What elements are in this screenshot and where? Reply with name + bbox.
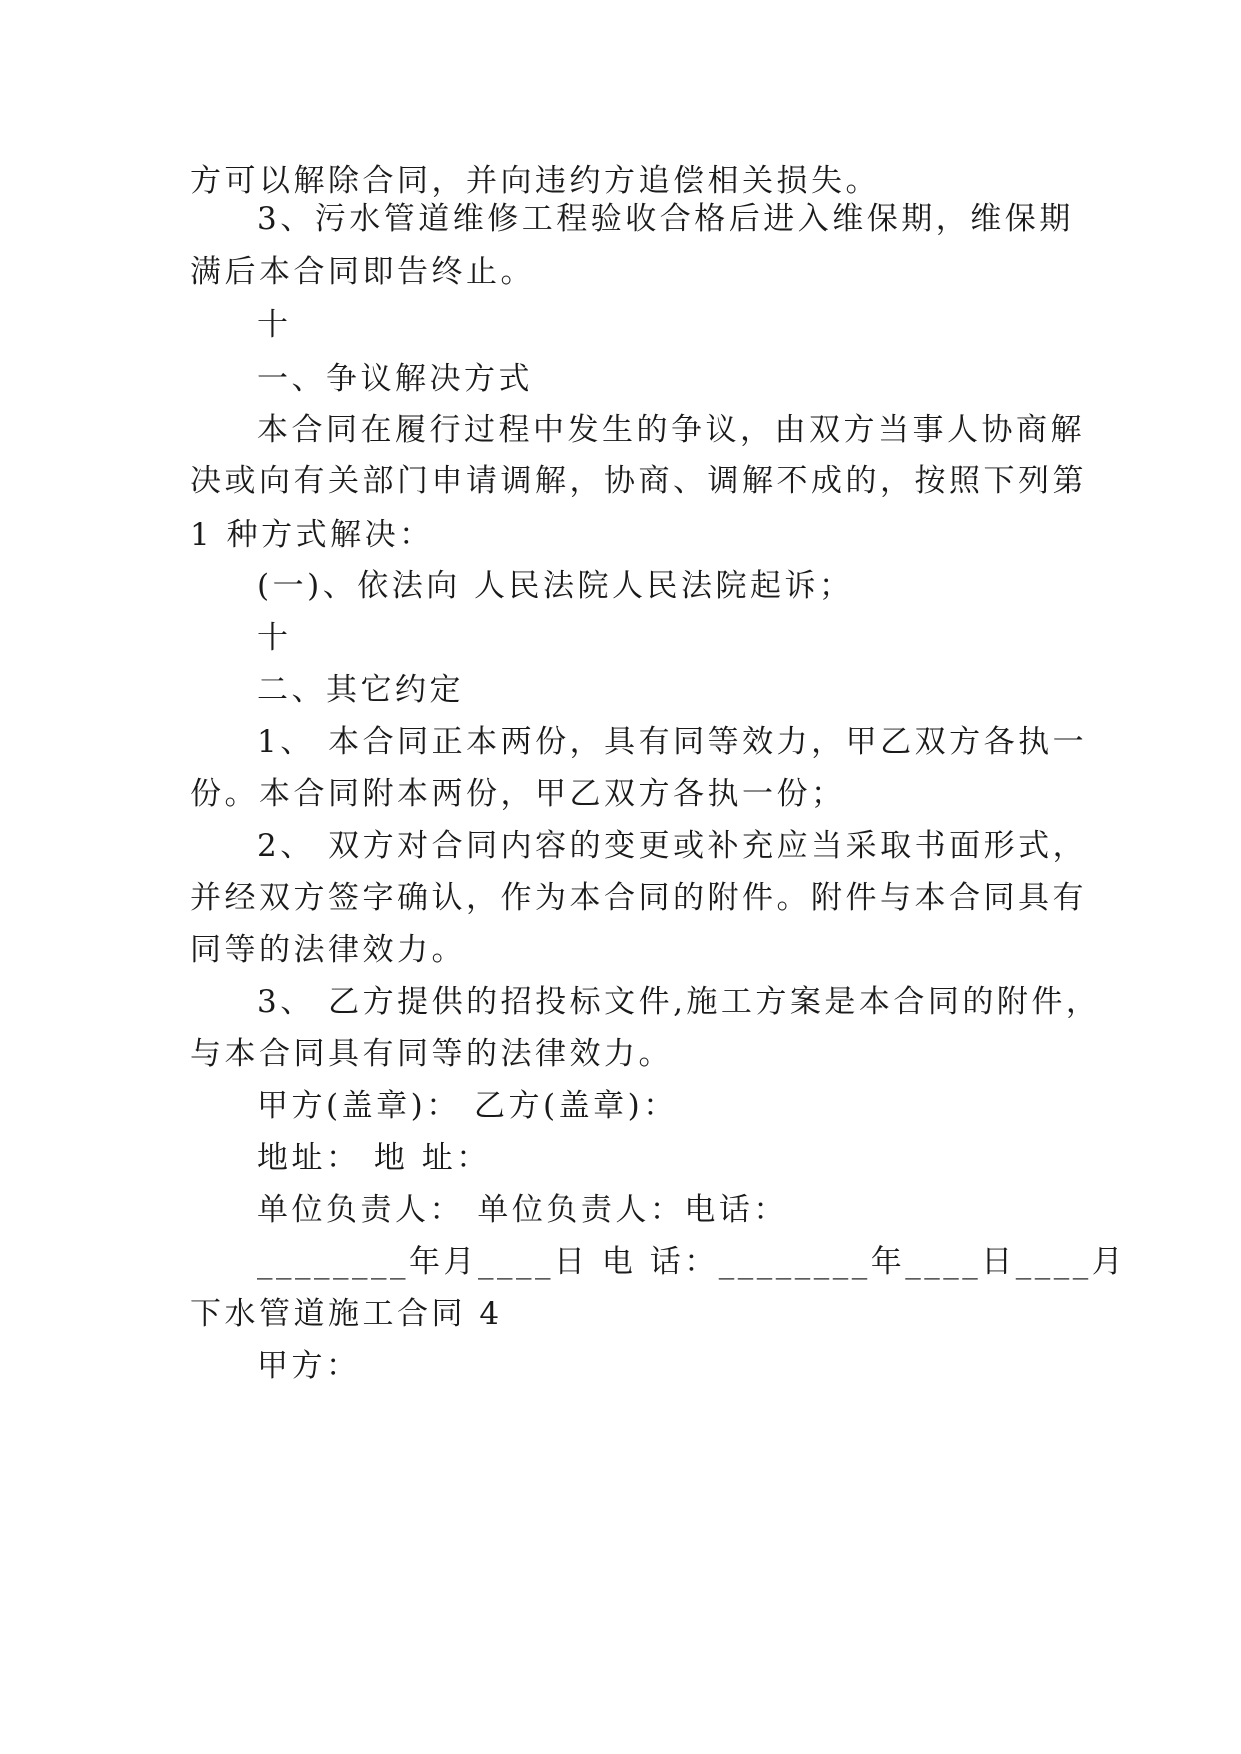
text-line: 本合同在履行过程中发生的争议，由双方当事人协商解: [257, 412, 1085, 448]
section-number: 十: [257, 307, 292, 343]
text-line: 满后本合同即告终止。: [190, 254, 535, 290]
contract-title: 下水管道施工合同 4: [190, 1296, 503, 1332]
text-line: 与本合同具有同等的法律效力。: [190, 1036, 673, 1072]
text-line: 并经双方签字确认，作为本合同的附件。附件与本合同具有: [190, 880, 1087, 916]
text-line: (一)、依法向 人民法院人民法院起诉；: [257, 568, 854, 604]
text-line: 同等的法律效力。: [190, 932, 466, 968]
text-line: 决或向有关部门申请调解，协商、调解不成的，按照下列第: [190, 463, 1087, 499]
section-heading: 一、争议解决方式: [257, 361, 533, 397]
text-line: 方可以解除合同，并向违约方追偿相关损失。: [190, 163, 880, 199]
signature-field: 甲方(盖章)： 乙方(盖章)：: [257, 1088, 678, 1124]
text-line: 份。本合同附本两份，甲乙双方各执一份；: [190, 776, 846, 812]
address-field: 地址： 地 址：: [257, 1140, 491, 1176]
text-line: 2、 双方对合同内容的变更或补充应当采取书面形式，: [257, 828, 1088, 864]
section-number: 十: [257, 620, 292, 656]
text-line: 3、 乙方提供的招投标文件,施工方案是本合同的附件，: [257, 984, 1101, 1020]
contact-field: 单位负责人： 单位负责人：电话：: [257, 1192, 788, 1228]
text-line: 1、 本合同正本两份，具有同等效力，甲乙双方各执一: [257, 724, 1088, 760]
date-field: ________年月____日 电 话：________年____日____月: [257, 1244, 1127, 1280]
party-label: 甲方：: [257, 1348, 361, 1384]
text-line: 3、污水管道维修工程验收合格后进入维保期，维保期: [257, 201, 1074, 237]
section-heading: 二、其它约定: [257, 672, 464, 708]
text-line: 1 种方式解决：: [190, 517, 434, 553]
